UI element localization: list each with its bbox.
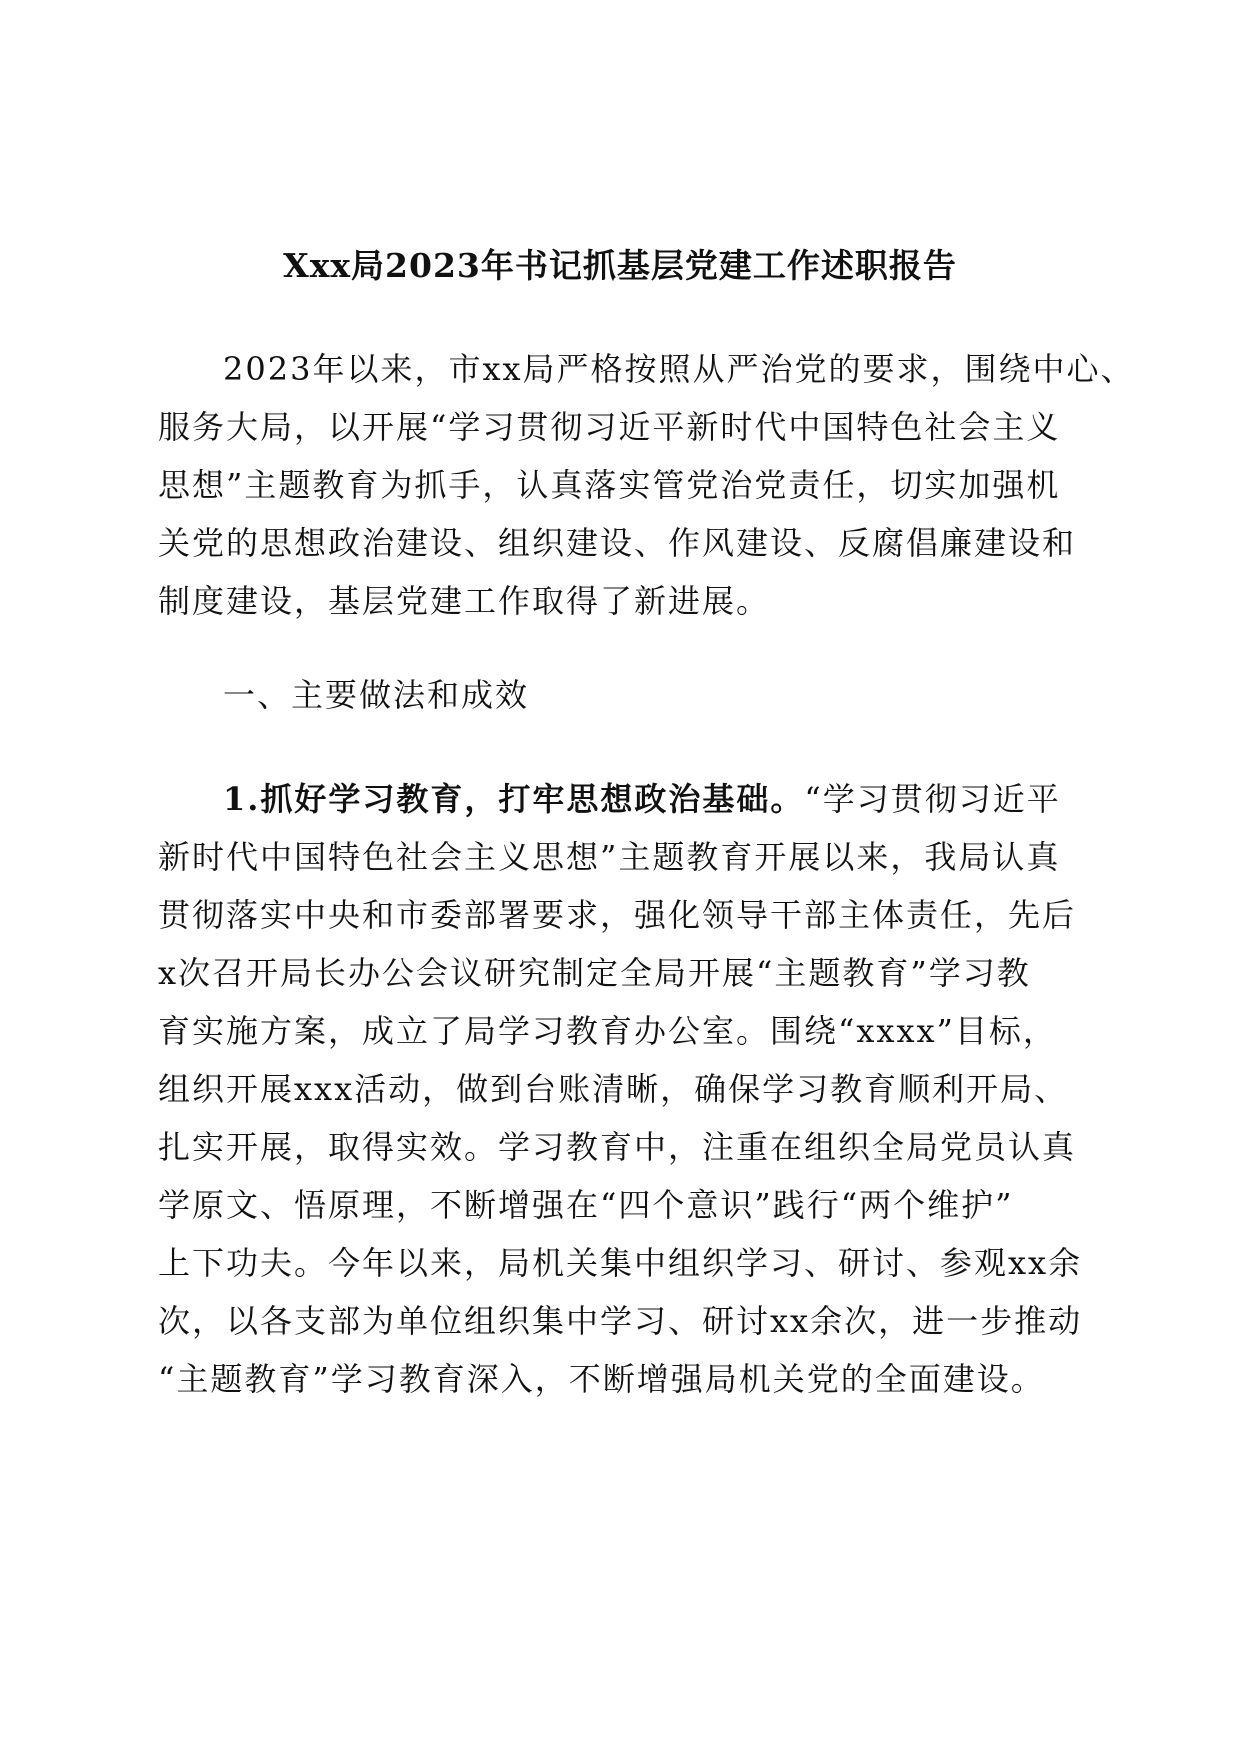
item1-line-11: “主题教育”学习教育深入，不断增强局机关党的全面建设。 bbox=[158, 1360, 1045, 1398]
item1-line-9: 上下功夫。今年以来，局机关集中组织学习、研讨、参观xx余 bbox=[158, 1244, 1083, 1282]
item1-line-5: 育实施方案，成立了局学习教育办公室。围绕“xxxx”目标， bbox=[158, 1012, 1057, 1050]
item1-line-6: 组织开展xxx活动，做到台账清晰，确保学习教育顺利开局、 bbox=[158, 1070, 1069, 1108]
document-title: Xxx局2023年书记抓基层党建工作述职报告 bbox=[283, 246, 957, 285]
item1-first-line-rest: “学习贯彻习近平 bbox=[804, 780, 1061, 818]
item1-line-10: 次，以各支部为单位组织集中学习、研讨xx余次，进一步推动 bbox=[158, 1302, 1083, 1340]
item1-line-7: 扎实开展，取得实效。学习教育中，注重在组织全局党员认真 bbox=[158, 1128, 1077, 1166]
intro-line-1: 2023年以来，市xx局严格按照从严治党的要求，围绕中心、 bbox=[223, 350, 1135, 388]
item1-line-8: 学原文、悟原理，不断增强在“四个意识”践行“两个维护” bbox=[158, 1186, 1014, 1224]
intro-line-2: 服务大局，以开展“学习贯彻习近平新时代中国特色社会主义 bbox=[158, 408, 1061, 446]
item1-line-3: 贯彻落实中央和市委部署要求，强化领导干部主体责任，先后 bbox=[158, 896, 1077, 934]
item1-line-2: 新时代中国特色社会主义思想”主题教育开展以来，我局认真 bbox=[158, 838, 1061, 876]
item1-first-line bbox=[223, 775, 1061, 823]
intro-line-3: 思想”主题教育为抓手，认真落实管党治党责任，切实加强机 bbox=[158, 466, 1061, 504]
item1-line-4: x次召开局长办公会议研究制定全局开展“主题教育”学习教 bbox=[158, 954, 1031, 992]
intro-line-5: 制度建设，基层党建工作取得了新进展。 bbox=[158, 582, 771, 620]
item1-bold-lead: 1.抓好学习教育，打牢思想政治基础。 bbox=[223, 780, 805, 818]
intro-line-4: 关党的思想政治建设、组织建设、作风建设、反腐倡廉建设和 bbox=[158, 524, 1077, 562]
section-heading: 一、主要做法和成效 bbox=[223, 676, 530, 714]
